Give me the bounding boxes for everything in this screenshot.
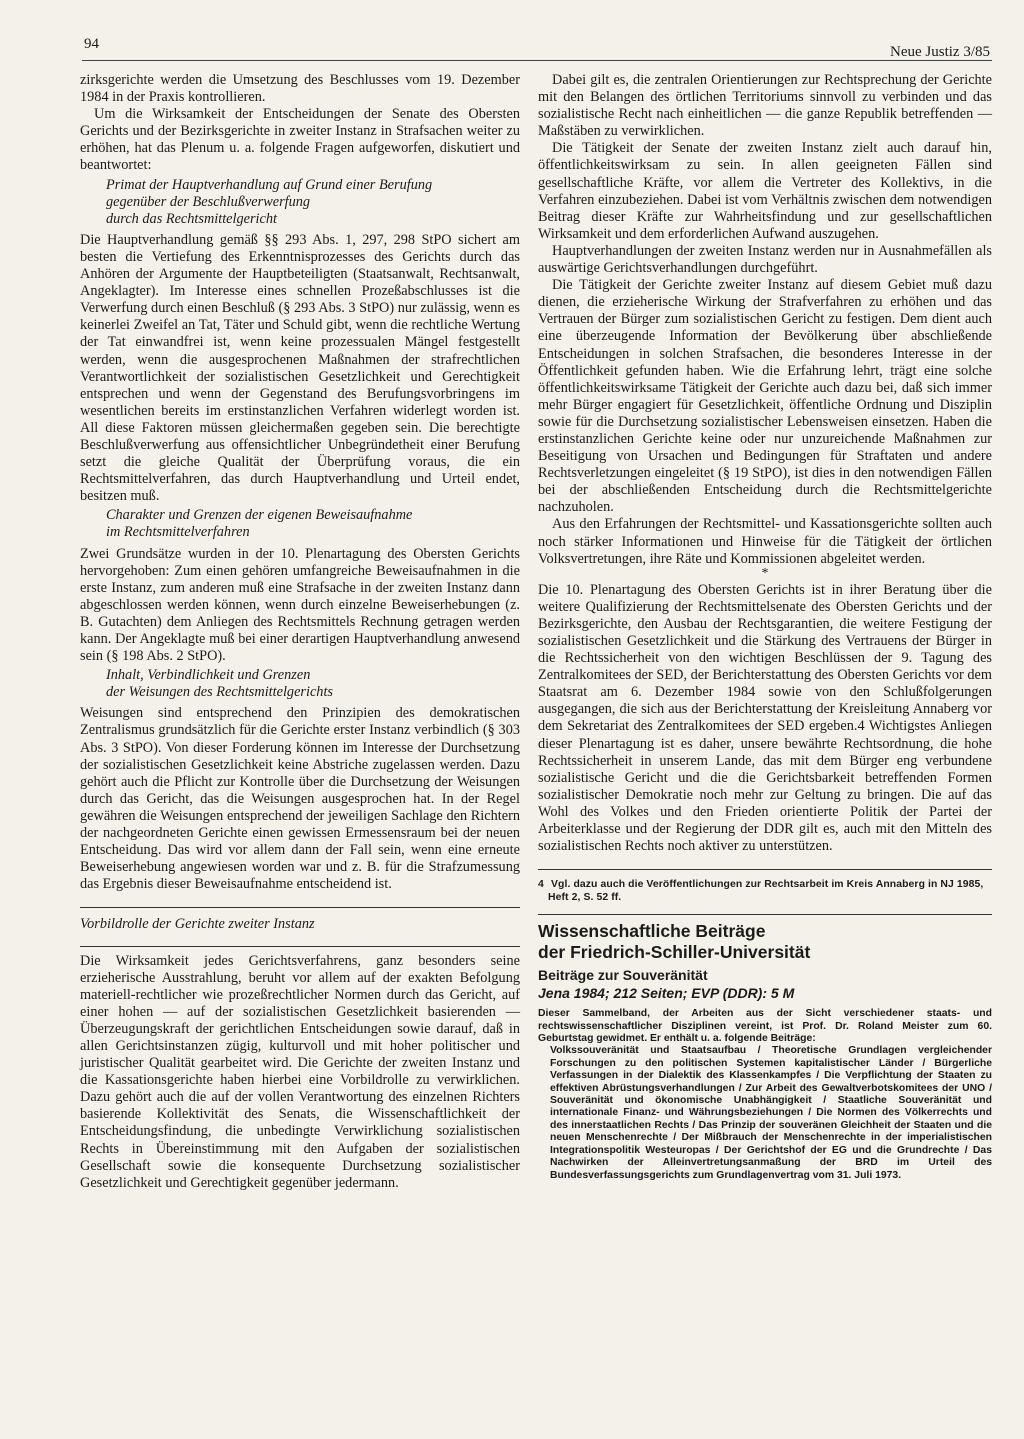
heading-line: Primat der Hauptverhandlung auf Grund einer Berufung	[106, 176, 433, 193]
left-column	[80, 72, 520, 1192]
book-publication-info: Jena 1984; 212 Seiten; EVP (DDR): 5 M	[538, 985, 795, 1002]
paragraph: Um die Wirksamkeit der Entscheidungen der Senate des Obersten Gerichts und der Bezirksgerichte in zweiter Instanz in Strafsachen weiter zu erhöhen, hat das Plenum u. a. folgende Fragen aufgeworfen, diskutiert und beantwortet:	[80, 106, 520, 174]
section-heading	[106, 507, 520, 541]
paragraph: Die Tätigkeit der Gerichte zweiter Instanz auf diesem Gebiet muß dazu dienen, die erzieherische Wirkung der Strafverfahren zu erhöhen und das Vertrauen der Bürger zum sozialistischen Gericht zu festigen. Dem dient auch eine überzeugende Information der Bevölkerung über abschließende Entscheidungen in solchen Strafsachen, die besonderes Interesse in der Öffentlichkeit gefunden haben. Wie die Erfahrung lehrt, trägt eine solche öffentlichkeitswirksame Tätigkeit der Gerichte auch dazu bei, daß sich immer mehr Bürger engagiert für Gesetzlichkeit, öffentliche Ordnung und Disziplin sowie für die Durchsetzung sozialistischer Lebensweisen einsetzen. Haben die erstinstanzlichen Gerichte keine oder nur unzureichende Maßnahmen zur Beseitigung von Ursachen und Bedingungen für Straftaten und andere Rechtsverletzungen eingeleitet (§ 19 StPO), ist dies in den notwendigen Fällen bei der abschließenden Entscheidung durch die Rechtsmittelgerichte nachzuholen.	[538, 277, 992, 516]
paragraph: zirksgerichte werden die Umsetzung des Beschlusses vom 19. Dezember 1984 in der Praxis kontrollieren.	[80, 72, 520, 106]
footnote-text: Vgl. dazu auch die Veröffentlichungen zur Rechtsarbeit im Kreis Annaberg in NJ 1985, Heft 2, S. 52 ff.	[548, 879, 984, 904]
book-contents-list: Volkssouveränität und Staatsaufbau / Theoretische Grundlagen vergleichender Forschungen zu den politischen Systemen kapitalistischer Länder / Bürgerliche Verfassungen in der Dialektik des Klassenkampfes / Die Verpflichtung der Staaten zu effektiven Abrüstungsverhandlungen / Zur Arbeit des Gewaltverbotskomitees der UNO / Souveränität und ökonomische Unabhängigkeit / Staatliche Souveränität und internationale Finanz- und Währungsbeziehungen / Die Normen des Völkerrechts und des innerstaatlichen Rechts / Das Prinzip der souveränen Gleichheit der Staaten und die neuen Menschenrechte / Der Mißbrauch der Menschenrechte in der imperialistischen Integrationspolitik Westeuropas / Der Gerichtshof der EG und die Grundrechte / Das Nachwirken der Alleinvertretungsanmaßung der BRD im Urteil des Bundesverfassungsgerichts zum Grundlagenvertrag vom 31. Juli 1973.	[550, 1045, 992, 1181]
paragraph: Die Hauptverhandlung gemäß §§ 293 Abs. 1, 297, 298 StPO sichert am besten die Vertiefung des Erkenntnisprozesses des Gerichts durch das Anhören der Argumente der Hauptbeteiligten (Staatsanwalt, Rechtsanwalt, Angeklagter). Im Interesse eines schnellen Prozeßabschlusses ist die Verwerfung durch einen Beschluß (§ 293 Abs. 3 StPO) nur zulässig, wenn es keinerlei Zweifel an Tat, Täter und Schuld gibt, wenn die rechtliche Wertung der Tat einwandfrei ist, wenn keine prozessualen Mängel festgestellt werden, wenn die ausgesprochenen Maßnahmen der strafrechtlichen Verantwortlichkeit der sozialistischen Gesetzlichkeit und Gerechtigkeit entsprechen und wenn der Gegenstand des Berufungsvorbringens im wesentlichen bereits im erstinstanzlichen Verfahren widerlegt worden ist. All diese Faktoren müssen gleichermaßen gegeben sein. Die berechtigte Beschlußverwerfung aus offensichtlicher Unbegründetheit einer Berufung setzt die gleiche Qualität der Überprüfung voraus, die ein Rechtsmittelverfahren, das durch Hauptverhandlung und Urteil endet, besitzen muß.	[80, 231, 520, 505]
footnote	[538, 878, 992, 904]
section-separator-star: *	[761, 565, 769, 581]
book-review-divider	[538, 914, 992, 915]
paragraph: Dabei gilt es, die zentralen Orientierungen zur Rechtsprechung der Gerichte mit den Belangen des örtlichen Territoriums sinnvoll zu verbinden und das sozialistische Recht nach einheitlichen — die ganze Republik betreffenden — Maßstäben zu verwirklichen.	[538, 72, 992, 140]
heading-line: gegenüber der Beschlußverwerfung	[106, 193, 311, 210]
heading-line: im Rechtsmittelverfahren	[106, 524, 250, 541]
heading-line: Inhalt, Verbindlichkeit und Grenzen	[106, 667, 311, 684]
paragraph: Die 10. Plenartagung des Obersten Gerichts ist in ihrer Beratung über die weitere Qualifizierung der Rechtsmittelsenate des Obersten Gerichts und der Bezirksgerichte, den Ausbau der Rechtsgarantien, die weitere Festigung der sozialistischen Gesetzlichkeit und die Stärkung des Vertrauens der Bürger in die Rechtssicherheit von den wichtigen Beschlüssen der 9. Tagung des Zentralkomitees der SED, der Berichterstattung des Obersten Gerichts vor dem Staatsrat am 6. Dezember 1984 sowie von den Schlußfolgerungen ausgegangen, die sich aus der Berichterstattung der Kreisleitung Annaberg vor dem Sekretariat des Zentralkomitees der SED ergeben.4 Wichtigstes Anliegen dieser Plenartagung ist es daher, unsere bewährte Rechtsordnung, die hohe Rechtssicherheit in unserem Lande, das mit dem Bürger eng verbundene sozialistische Gericht und die die Gerichtsbarkeit betreffenden Formen sozialistischer Demokratie noch mehr zur Geltung zu bringen. Die auf das Wohl des Volkes und den Frieden orientierte Politik der Partei der Arbeiterklasse und der Regierung der DDR gilt es, auch mit den Mitteln des sozialistischen Rechts noch aktiver zu unterstützen.	[538, 581, 992, 855]
boxed-section-heading: Vorbildrolle der Gerichte zweiter Instanz	[80, 916, 315, 933]
heading-line: durch das Rechtsmittelgericht	[106, 210, 277, 227]
section-divider	[80, 907, 520, 908]
section-divider	[80, 946, 520, 947]
book-subtitle: Beiträge zur Souveränität	[538, 967, 708, 984]
header-rule	[82, 60, 992, 61]
book-title	[538, 921, 992, 963]
paragraph: Aus den Erfahrungen der Rechtsmittel- und Kassationsgerichte sollten auch noch stärker Informationen und Hinweise für die Tätigkeit der örtlichen Volksvertretungen, ihre Räte und Kommissionen abgeleitet werden.	[538, 516, 992, 567]
footnote-divider	[538, 869, 992, 870]
heading-line: der Weisungen des Rechtsmittelgerichts	[106, 684, 333, 701]
paragraph: Hauptverhandlungen der zweiten Instanz werden nur in Ausnahmefällen als auswärtige Gerichtsverhandlungen durchgeführt.	[538, 242, 992, 277]
paragraph: Die Wirksamkeit jedes Gerichtsverfahrens, ganz besonders seine erzieherische Ausstrahlung, beruht vor allem auf der exakten Befolgung materiell-rechtlicher wie prozeßrechtlicher Normen durch das Gericht, auf einer hohen — auf der sozialistischen Gesetzlichkeit basierenden — Überzeugungskraft der gerichtlichen Entscheidungen sowie darauf, daß in allen Gerichtsinstanzen zügig, kulturvoll und mit hoher politischer und juristischer Qualität gearbeitet wird. Die Gerichte der zweiten Instanz und die Kassationsgerichte haben hierbei eine Vorbildrolle zu verwirklichen. Dazu gehört auch die auf der vollen Verantwortung des einzelnen Richters basierende Kollektivität des Senats, die Wissenschaftlichkeit der Entscheidungsfindung, die unbedingte Verwirklichung sozialistischen Rechts in Übereinstimmung mit den Aufgaben der sozialistischen Gesellschaft sowie die konsequente Durchsetzung sozialistischer Gesetzlichkeit und Gerechtigkeit gegenüber jedermann.	[80, 952, 520, 1191]
heading-line: Charakter und Grenzen der eigenen Beweisaufnahme	[106, 507, 413, 524]
section-heading	[106, 667, 520, 701]
journal-issue: Neue Justiz 3/85	[890, 44, 990, 60]
book-description: Dieser Sammelband, der Arbeiten aus der Sicht verschiedener staats- und rechtswissenschaftlicher Disziplinen vereint, ist Prof. Dr. Roland Meister zum 60. Geburtstag gewidmet. Er enthält u. a. folgende Beiträge:	[538, 1008, 992, 1045]
footnote-number: 4	[538, 879, 544, 891]
paragraph: Zwei Grundsätze wurden in der 10. Plenartagung des Obersten Gerichts hervorgehoben: Zum einen gehören umfangreiche Beweisaufnahmen in die erste Instanz, zum anderen muß eine Strafsache in der zweiten Instanz dann abgeschlossen werden können, wenn durch einzelne Beweiserhebungen (z. B. Gutachten) dem Anliegen des Rechtsmittels Rechnung getragen werden kann. Der Angeklagte muß bei einer derartigen Hauptverhandlung anwesend sein (§ 198 Abs. 2 StPO).	[80, 545, 520, 665]
right-column	[538, 72, 992, 1182]
book-title-line: Wissenschaftliche Beiträge	[538, 921, 766, 942]
paragraph: Die Tätigkeit der Senate der zweiten Instanz zielt auch darauf hin, öffentlichkeitswirksam zu sein. In allen geeigneten Fällen sind gesellschaftliche Kräfte, vor allem die Vertreter des Kollektivs, in die Verfahren einzubeziehen. Dabei ist vom Verhältnis zwischen dem notwendigen Beitrag dieser Kräfte zur Wahrheitsfindung und zur gesellschaftlichen Wirksamkeit und dem erforderlichen Aufwand auszugehen.	[538, 140, 992, 242]
paragraph: Weisungen sind entsprechend den Prinzipien des demokratischen Zentralismus grundsätzlich für die Gerichte erster Instanz verbindlich (§ 303 Abs. 3 StPO). Von dieser Forderung können im Interesse der Durchsetzung der sozialistischen Gesetzlichkeit keine Abstriche zugelassen werden. Dazu gehört auch die Pflicht zur Kontrolle über die Durchsetzung der Weisungen durch das Gericht, das die Weisungen ausgesprochen hat. In der Regel gewähren die Weisungen entsprechend der jeweiligen Sachlage den Richtern der nachgeordneten Gerichte einen gewissen Ermessensraum bei der neuen Entscheidung. Das wird vor allem dann der Fall sein, wenn eine erneute Beweiserhebung angewiesen worden war und z. B. für die Strafzumessung das Ergebnis dieser Beweisaufnahme entscheidend ist.	[80, 705, 520, 893]
page-number: 94	[84, 36, 99, 52]
book-title-line: der Friedrich-Schiller-Universität	[538, 942, 811, 963]
section-heading	[106, 177, 520, 228]
